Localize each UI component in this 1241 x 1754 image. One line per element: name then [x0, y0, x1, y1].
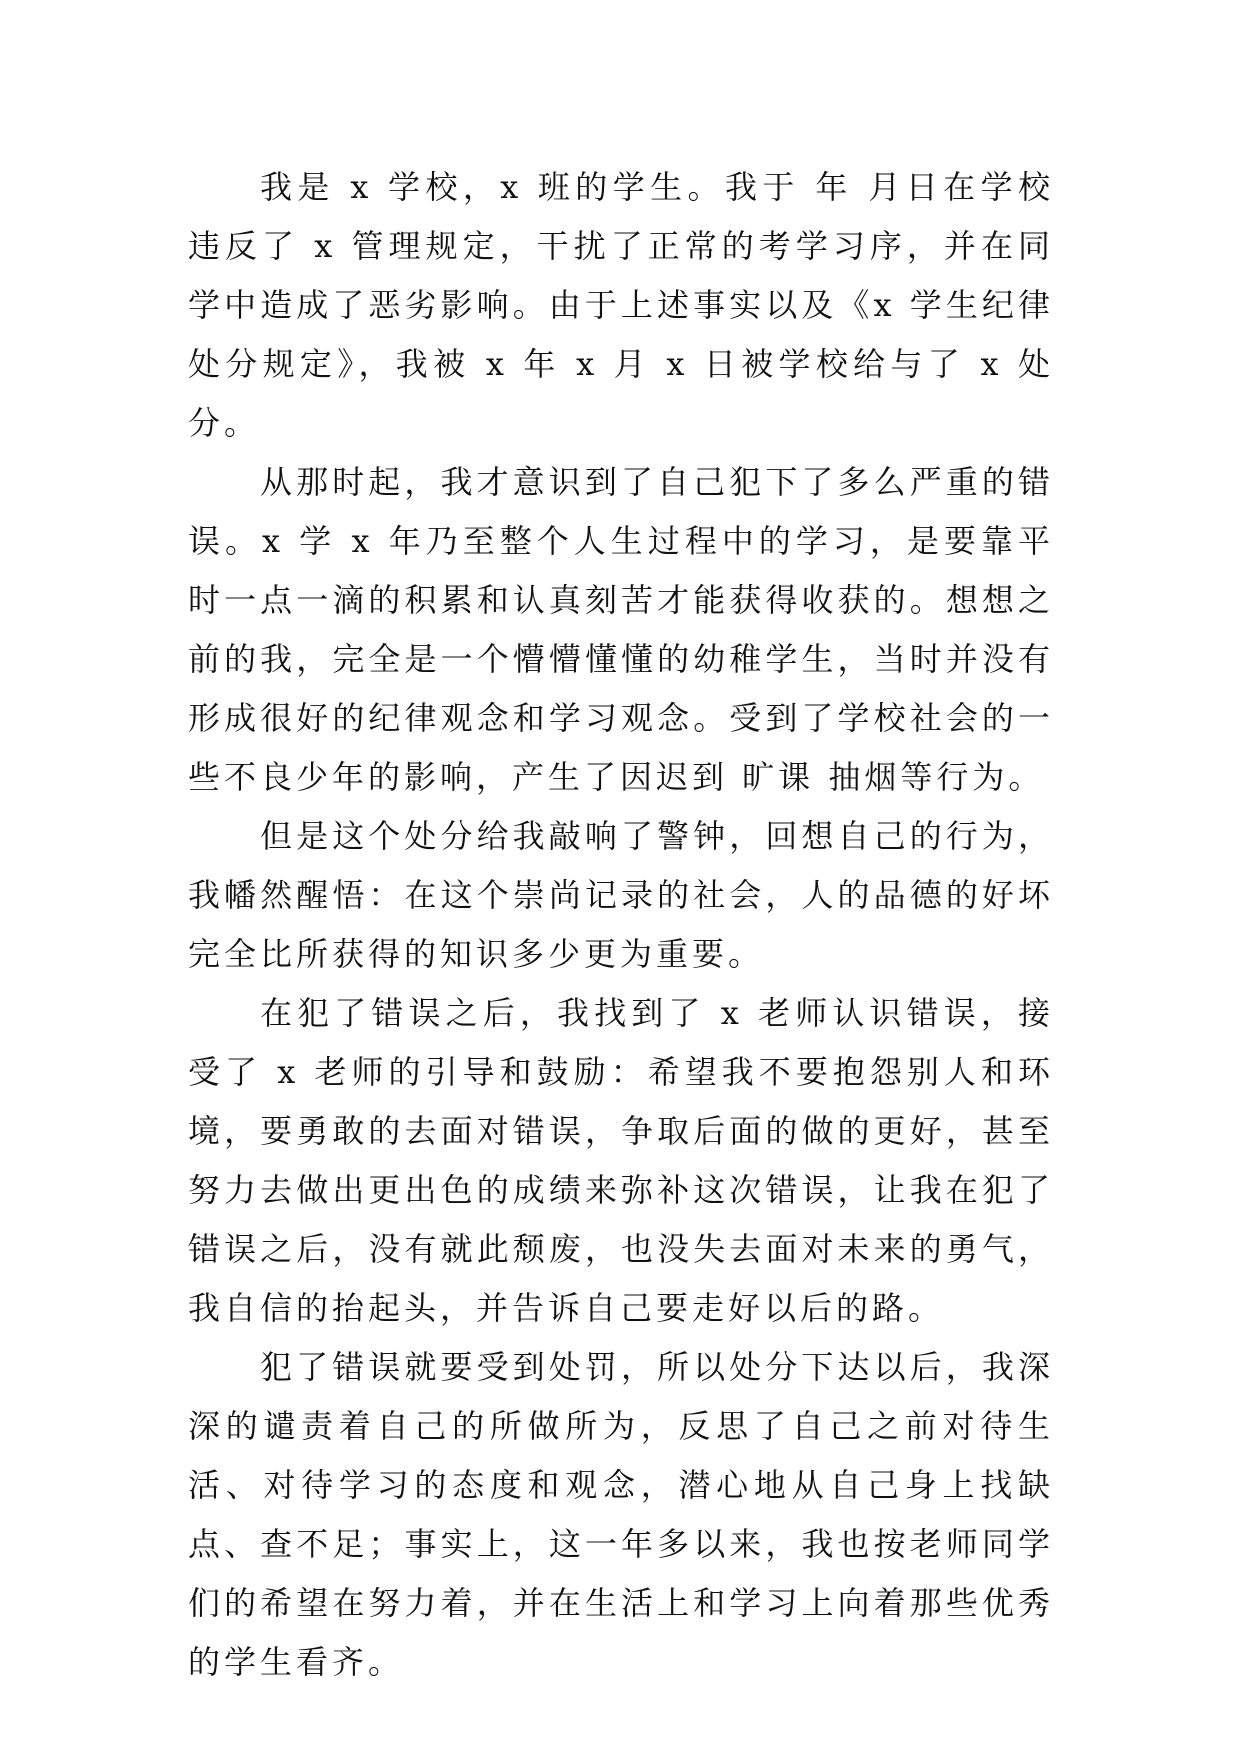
paragraph-2: 从那时起，我才意识到了自己犯下了多么严重的错误。x 学 x 年乃至整个人生过程中的学习，是要靠平时一点一滴的积累和认真刻苦才能获得收获的。想想之前的我，完全是一个懵懵懂懂的幼稚学生，当时并没有形成很好的纪律观念和学习观念。受到了学校社会的一些不良少年的影响，产生了因迟到 旷课 抽烟等行为。	[188, 463, 1054, 796]
document-body	[188, 158, 1054, 1692]
paragraph-4: 在犯了错误之后，我找到了 x 老师认识错误，接受了 x 老师的引导和鼓励：希望我不要抱怨别人和环境，要勇敢的去面对错误，争取后面的做的更好，甚至努力去做出更出色的成绩来弥补这次错误，让我在犯了错误之后，没有就此颓废，也没失去面对未来的勇气，我自信的抬起头，并告诉自己要走好以后的路。	[188, 994, 1054, 1327]
paragraph-5: 犯了错误就要受到处罚，所以处分下达以后，我深深的谴责着自己的所做所为，反思了自己之前对待生活、对待学习的态度和观念，潜心地从自己身上找缺点、查不足；事实上，这一年多以来，我也按老师同学们的希望在努力着，并在生活上和学习上向着那些优秀的学生看齐。	[188, 1348, 1054, 1681]
paragraph-3: 但是这个处分给我敲响了警钟，回想自己的行为，我幡然醒悟：在这个崇尚记录的社会，人的品德的好坏完全比所获得的知识多少更为重要。	[188, 817, 1054, 973]
paragraph-1: 我是 x 学校，x 班的学生。我于 年 月日在学校违反了 x 管理规定，干扰了正常的考学习序，并在同学中造成了恶劣影响。由于上述事实以及《x 学生纪律处分规定》，我被 x 年 x 月 x 日被学校给与了 x 处分。	[188, 168, 1054, 442]
